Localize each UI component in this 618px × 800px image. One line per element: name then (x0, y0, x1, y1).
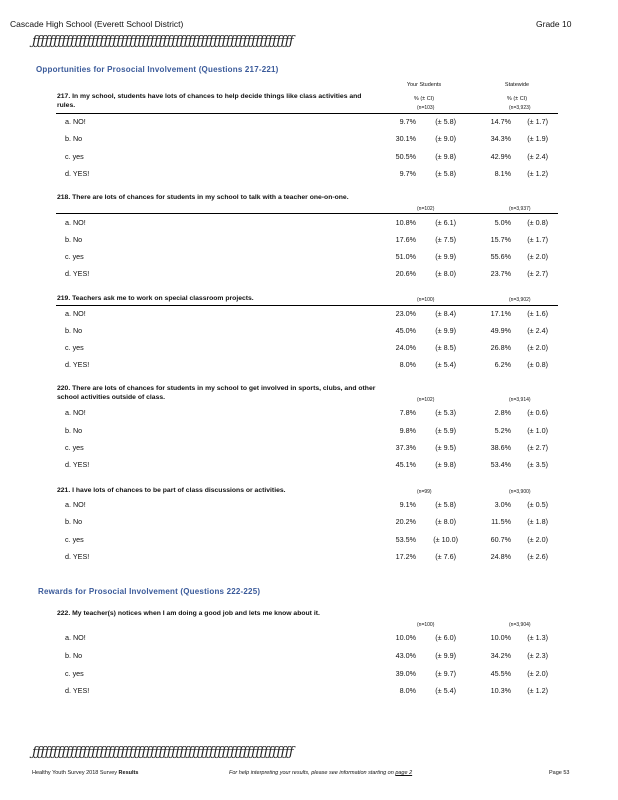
state-pct: 60.7% (490, 535, 511, 544)
state-pct: 3.0% (494, 500, 511, 509)
decorative-rule-top: ƒƒƒƒƒƒƒƒƒƒƒƒƒƒƒƒƒƒƒƒƒƒƒƒƒƒƒƒƒƒƒƒƒƒƒƒƒƒƒƒƒƒƒƒƒƒƒƒƒƒƒƒƒƒƒƒƒƒƒƒƒƒ (32, 34, 294, 49)
your-ci: (± 7.6) (435, 552, 456, 561)
option-label: d. YES! (65, 269, 90, 278)
state-pct: 11.5% (491, 517, 511, 526)
your-ci: (± 8.4) (435, 309, 456, 318)
footer-page-number: Page 53 (549, 770, 570, 776)
your-ci: (± 5.4) (435, 686, 456, 695)
state-pct: 55.6% (490, 252, 511, 261)
state-pct: 23.7% (490, 269, 511, 278)
state-ci: (± 1.0) (527, 426, 548, 435)
your-pct: 39.0% (395, 669, 416, 678)
state-pct: 42.9% (490, 152, 511, 161)
your-ci: (± 9.9) (435, 651, 456, 660)
option-label: a. NO! (65, 309, 86, 318)
option-label: d. YES! (65, 686, 90, 695)
option-label: b. No (65, 326, 83, 335)
section-title-rewards: Rewards for Prosocial Involvement (Questions 222-225) (38, 587, 261, 596)
your-ci: (± 9.0) (435, 134, 456, 143)
question-219: 219. Teachers ask me to work on special classroom projects. (57, 295, 254, 302)
n-your-218: (n=102) (417, 206, 435, 212)
footer-help-text: For help interpreting your results, please see information starting on (229, 770, 394, 776)
your-pct: 17.6% (395, 235, 416, 244)
option-label: c. yes (65, 152, 84, 161)
state-ci: (± 1.2) (527, 686, 548, 695)
state-ci: (± 2.0) (527, 535, 548, 544)
state-ci: (± 2.0) (527, 252, 548, 261)
your-ci: (± 7.5) (435, 235, 456, 244)
your-ci: (± 5.3) (435, 408, 456, 417)
state-ci: (± 1.3) (527, 633, 548, 642)
state-pct: 5.2% (494, 426, 511, 435)
your-pct: 45.1% (395, 460, 416, 469)
your-ci: (± 8.0) (435, 517, 456, 526)
state-ci: (± 2.4) (527, 152, 548, 161)
n-your-220: (n=102) (417, 397, 435, 403)
your-ci: (± 9.5) (435, 443, 456, 452)
column-header-your-students: Your Students (406, 82, 442, 88)
your-pct: 10.0% (395, 633, 416, 642)
state-ci: (± 3.5) (527, 460, 548, 469)
n-state-217: (n=3,923) (509, 105, 531, 111)
state-ci: (± 0.6) (527, 408, 548, 417)
state-ci: (± 0.5) (527, 500, 548, 509)
state-pct: 38.6% (490, 443, 511, 452)
state-ci: (± 2.0) (527, 343, 548, 352)
state-pct: 15.7% (490, 235, 511, 244)
state-ci: (± 0.8) (527, 218, 548, 227)
your-ci: (± 9.8) (435, 460, 456, 469)
your-pct: 43.0% (395, 651, 416, 660)
option-label: d. YES! (65, 360, 90, 369)
your-pct: 8.0% (399, 360, 416, 369)
state-pct: 49.9% (490, 326, 511, 335)
state-ci: (± 1.7) (527, 117, 548, 126)
n-your-221: (n=99) (417, 489, 432, 495)
n-state-219: (n=3,902) (509, 297, 531, 303)
your-ci: (± 9.9) (435, 252, 456, 261)
state-pct: 8.1% (494, 169, 511, 178)
your-pct: 51.0% (395, 252, 416, 261)
question-rule (56, 305, 558, 306)
your-pct: 7.8% (399, 408, 416, 417)
state-ci: (± 1.6) (527, 309, 548, 318)
your-pct: 20.6% (395, 269, 416, 278)
state-ci: (± 1.9) (527, 134, 548, 143)
your-pct: 17.2% (395, 552, 416, 561)
your-ci: (± 9.8) (435, 152, 456, 161)
option-label: d. YES! (65, 552, 90, 561)
your-ci: (± 8.0) (435, 269, 456, 278)
n-state-222: (n=3,904) (509, 622, 531, 628)
footer-survey-name: Healthy Youth Survey 2018 Survey (32, 770, 118, 776)
your-pct: 8.0% (399, 686, 416, 695)
option-label: b. No (65, 651, 83, 660)
n-state-220: (n=3,914) (509, 397, 531, 403)
state-pct: 17.1% (490, 309, 511, 318)
state-pct: 5.0% (494, 218, 511, 227)
n-state-221: (n=3,900) (509, 489, 531, 495)
your-pct: 37.3% (395, 443, 416, 452)
option-label: b. No (65, 517, 83, 526)
option-label: a. NO! (65, 408, 86, 417)
option-label: a. NO! (65, 500, 86, 509)
state-ci: (± 2.3) (527, 651, 548, 660)
decorative-rule-bottom: ƒƒƒƒƒƒƒƒƒƒƒƒƒƒƒƒƒƒƒƒƒƒƒƒƒƒƒƒƒƒƒƒƒƒƒƒƒƒƒƒƒƒƒƒƒƒƒƒƒƒƒƒƒƒƒƒƒƒƒƒƒƒ (32, 745, 294, 760)
question-220: 220. There are lots of chances for students in my school to get involved in sports, clubs, and other school activities outside of class. (57, 385, 376, 401)
your-ci: (± 5.8) (435, 500, 456, 509)
option-label: b. No (65, 426, 83, 435)
option-label: d. YES! (65, 169, 90, 178)
state-ci: (± 2.7) (527, 443, 548, 452)
state-pct: 34.3% (490, 134, 511, 143)
footer-survey (32, 770, 138, 776)
state-pct: 24.8% (490, 552, 511, 561)
state-ci: (± 0.8) (527, 360, 548, 369)
option-label: a. NO! (65, 117, 86, 126)
your-ci: (± 6.0) (435, 633, 456, 642)
your-pct: 53.5% (395, 535, 416, 544)
your-ci: (± 9.9) (435, 326, 456, 335)
question-221: 221. I have lots of chances to be part of class discussions or activities. (57, 487, 286, 494)
option-label: a. NO! (65, 633, 86, 642)
option-label: c. yes (65, 343, 84, 352)
your-pct: 45.0% (395, 326, 416, 335)
your-ci: (± 10.0) (433, 535, 458, 544)
section-title-opportunities: Opportunities for Prosocial Involvement (Questions 217-221) (36, 65, 279, 74)
column-header-pct-ci-state: % (± CI) (506, 96, 528, 102)
state-ci: (± 1.2) (527, 169, 548, 178)
option-label: d. YES! (65, 460, 90, 469)
your-ci: (± 9.7) (435, 669, 456, 678)
state-pct: 10.3% (490, 686, 511, 695)
option-label: c. yes (65, 669, 84, 678)
your-ci: (± 6.1) (435, 218, 456, 227)
state-ci: (± 2.7) (527, 269, 548, 278)
column-header-pct-ci-your: % (± CI) (413, 96, 435, 102)
your-pct: 23.0% (395, 309, 416, 318)
your-ci: (± 5.8) (435, 169, 456, 178)
state-pct: 14.7% (490, 117, 511, 126)
report-header-school: Cascade High School (Everett School District) (10, 19, 184, 29)
footer-help-link[interactable]: page 2 (395, 770, 413, 776)
option-label: a. NO! (65, 218, 86, 227)
n-your-222: (n=100) (417, 622, 435, 628)
your-ci: (± 5.4) (435, 360, 456, 369)
state-pct: 34.2% (490, 651, 511, 660)
state-pct: 2.8% (494, 408, 511, 417)
question-rule (56, 213, 558, 214)
question-222: 222. My teacher(s) notices when I am doing a good job and lets me know about it. (57, 610, 320, 617)
column-header-statewide: Statewide (504, 82, 530, 88)
option-label: b. No (65, 235, 83, 244)
option-label: c. yes (65, 252, 84, 261)
your-ci: (± 5.9) (435, 426, 456, 435)
state-ci: (± 2.6) (527, 552, 548, 561)
question-218: 218. There are lots of chances for students in my school to talk with a teacher one-on-one. (57, 194, 349, 201)
state-pct: 26.8% (490, 343, 511, 352)
option-label: b. No (65, 134, 83, 143)
state-pct: 53.4% (490, 460, 511, 469)
state-ci: (± 1.7) (527, 235, 548, 244)
state-ci: (± 2.0) (527, 669, 548, 678)
question-217: 217. In my school, students have lots of chances to help decide things like class activities and rules. (57, 93, 362, 109)
your-pct: 9.7% (399, 169, 416, 178)
footer-help (229, 770, 412, 776)
n-state-218: (n=3,937) (509, 206, 531, 212)
your-pct: 24.0% (395, 343, 416, 352)
your-pct: 20.2% (395, 517, 416, 526)
state-ci: (± 2.4) (527, 326, 548, 335)
your-pct: 30.1% (395, 134, 416, 143)
your-pct: 9.7% (399, 117, 416, 126)
your-pct: 9.1% (399, 500, 416, 509)
state-ci: (± 1.8) (527, 517, 548, 526)
state-pct: 45.5% (490, 669, 511, 678)
your-pct: 50.5% (395, 152, 416, 161)
report-header-grade: Grade 10 (536, 19, 572, 29)
footer-results: Results (118, 770, 139, 776)
your-ci: (± 8.5) (435, 343, 456, 352)
state-pct: 6.2% (494, 360, 511, 369)
your-pct: 9.8% (399, 426, 416, 435)
question-rule (56, 113, 558, 114)
n-your-219: (n=100) (417, 297, 435, 303)
n-your-217: (n=103) (417, 105, 435, 111)
option-label: c. yes (65, 443, 84, 452)
your-pct: 10.8% (395, 218, 416, 227)
option-label: c. yes (65, 535, 84, 544)
state-pct: 10.0% (490, 633, 511, 642)
your-ci: (± 5.8) (435, 117, 456, 126)
